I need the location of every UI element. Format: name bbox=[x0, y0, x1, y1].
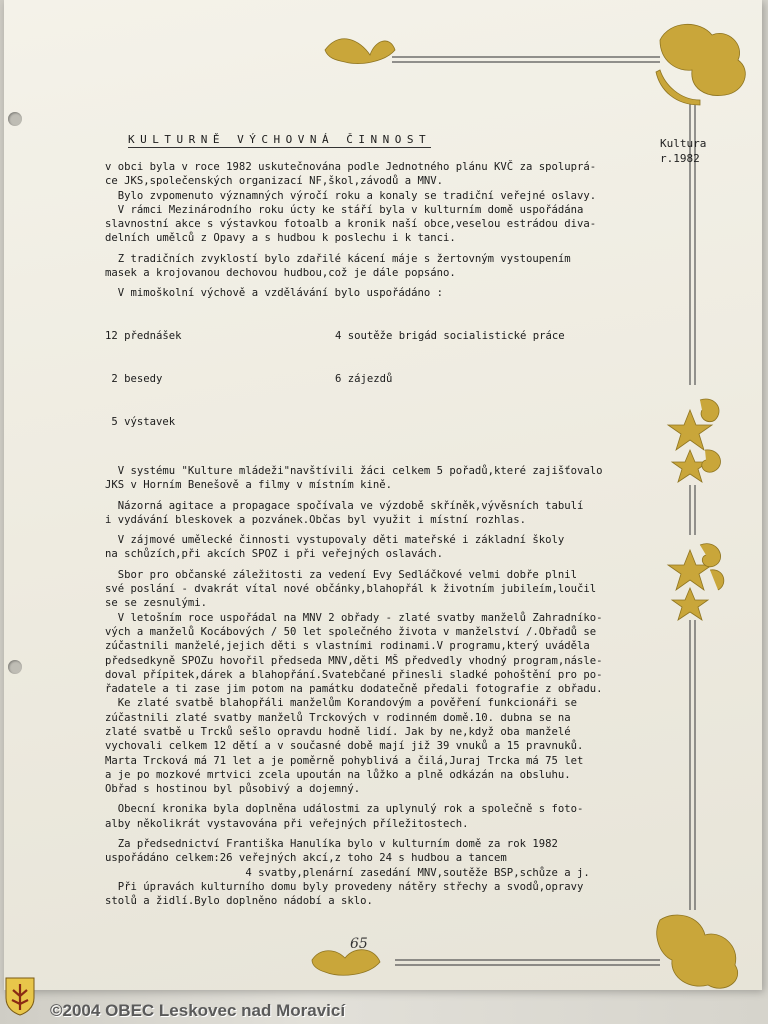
text-line: slavnostní akce s výstavkou fotoalb a kronik naší obce,veselou estrádou diva- bbox=[105, 218, 597, 231]
page-number: 65 bbox=[350, 936, 368, 952]
text-line: Obecní kronika byla doplněna událostmi za uplynulý rok a společně s foto- bbox=[105, 803, 584, 816]
text-line: Obřad s hostinou byl působivý a dojemný. bbox=[105, 783, 361, 796]
text-line: Z tradičních zvyklostí bylo zdařilé kácení máje s žertovným vystoupením bbox=[105, 252, 571, 265]
text-line: V zájmové umělecké činnosti vystupovaly děti mateřské i základní školy bbox=[105, 534, 565, 547]
text-line: ce JKS,společenských organizací NF,škol,závodů a MNV. bbox=[105, 175, 444, 188]
text-line: V rámci Mezinárodního roku úcty ke stáří byla v kulturním domě uspořádána bbox=[105, 203, 584, 216]
text-line: Názorná agitace a propagace spočívala ve výzdobě skříněk,vývěsních tabulí bbox=[105, 499, 584, 512]
text-line: JKS v Horním Benešově a filmy v místním kině. bbox=[105, 479, 393, 492]
text-line: i vydávání bleskovek a pozvánek.Občas byl využit i místní rozhlas. bbox=[105, 513, 526, 526]
list-item: 4 soutěže brigád socialistické práce bbox=[335, 330, 565, 343]
text-line: zúčastnili manželé,jejich děti s vlastními rodinami.V programu,který uváděla bbox=[105, 640, 590, 653]
margin-note bbox=[660, 136, 706, 166]
text-line: v obci byla v roce 1982 uskutečnována podle Jednotného plánu KVČ za spoluprá- bbox=[105, 161, 597, 173]
list-item: 6 zájezdů bbox=[335, 373, 393, 386]
text-line: vychovali celkem 12 dětí a v současné době mají již 39 vnuků a 15 pravnuků. bbox=[105, 740, 584, 753]
village-crest-icon bbox=[4, 976, 36, 1016]
text-line: Sbor pro občanské záležitosti za vedení Evy Sedláčkové velmi dobře plnil bbox=[105, 568, 577, 581]
list-item: 2 besedy bbox=[105, 373, 163, 386]
text-line: zúčastnili zlaté svatby manželů Trckových v rodinném domě.10. dubna se na bbox=[105, 711, 571, 724]
text-line: na schůzích,při akcích SPOZ i při veřejných oslavách. bbox=[105, 548, 444, 561]
text-line: uspořádáno celkem:26 veřejných akcí,z toho 24 s hudbou a tancem bbox=[105, 852, 507, 865]
text-line: a je po mozkové mrtvici zcela upoután na lůžko a plně odkázán na obsluhu. bbox=[105, 768, 571, 781]
text-line: V mimoškolní výchově a vzdělávání bylo uspořádáno : bbox=[105, 287, 444, 300]
text-line: vých a manželů Kocábových / 50 let společného života v manželství /.Obřadů se bbox=[105, 625, 597, 638]
text-line: Za předsednictví Františka Hanulíka bylo v kulturním domě za rok 1982 bbox=[105, 838, 558, 851]
text-line: se se zesnulými. bbox=[105, 597, 208, 610]
text-line: masek a krojovanou dechovou hudbou,což je dále popsáno. bbox=[105, 267, 456, 280]
margin-note-line: r.1982 bbox=[660, 152, 700, 165]
text-line: Bylo zvpomenuto významných výročí roku a konaly se tradiční veřejné oslavy. bbox=[105, 189, 597, 202]
text-line: Marta Trcková má 71 let a je poměrně pohyblivá a čilá,Juraj Trcka má 75 let bbox=[105, 754, 584, 767]
text-line: 4 svatby,plenární zasedání MNV,soutěže BSP,schůze a j. bbox=[105, 866, 590, 879]
document-body bbox=[105, 160, 650, 909]
text-line: řadatele a ti zase jim potom na památku dodatečně předali fotografie z obřadu. bbox=[105, 683, 603, 696]
footer bbox=[0, 996, 768, 1024]
text-line: stolů a židlí.Bylo doplněno nádobí a sklo. bbox=[105, 895, 373, 908]
list-item: 5 výstavek bbox=[105, 416, 176, 429]
page-title: KULTURNĚ VÝCHOVNÁ ČINNOST bbox=[128, 133, 432, 146]
activity-list bbox=[105, 301, 650, 458]
text-line: své poslání - dvakrát vítal nové občánky,blahopřál k životním jubileím,loučil bbox=[105, 583, 597, 596]
copyright-text: ©2004 OBEC Leskovec nad Moravicí bbox=[50, 1001, 346, 1020]
text-line: V systému "Kulture mládeži"navštívili žáci celkem 5 pořadů,které zajišťovalo bbox=[105, 464, 603, 477]
text-line: Ke zlaté svatbě blahopřáli manželům Korandovým a pověření funkcionáři se bbox=[105, 697, 577, 710]
text-line: předsedkyně SPOZu hovořil předseda MNV,děti MŠ předvedly vhodný program,násle- bbox=[105, 654, 603, 667]
text-line: Při úpravách kulturního domu byly provedeny nátěry střechy a svodů,opravy bbox=[105, 880, 584, 893]
list-item: 12 přednášek bbox=[105, 330, 182, 343]
text-line: doval přípitek,dárek a blahopřání.Svatebčané přinesli sladké pohoštění pro po- bbox=[105, 668, 603, 681]
text-line: V letošním roce uspořádal na MNV 2 obřady - zlaté svatby manželů Zahradníko- bbox=[105, 611, 603, 624]
text-line: delních umělců z Opavy a s hudbou k poslechu i k tanci. bbox=[105, 232, 456, 245]
text-line: zlaté svatbě u Trcků sešlo opravdu hodně lidí. Jak by ne,když oba manželé bbox=[105, 725, 571, 738]
margin-note-line: Kultura bbox=[660, 137, 707, 150]
text-line: alby několikrát vystavována při veřejných příležitostech. bbox=[105, 817, 469, 830]
